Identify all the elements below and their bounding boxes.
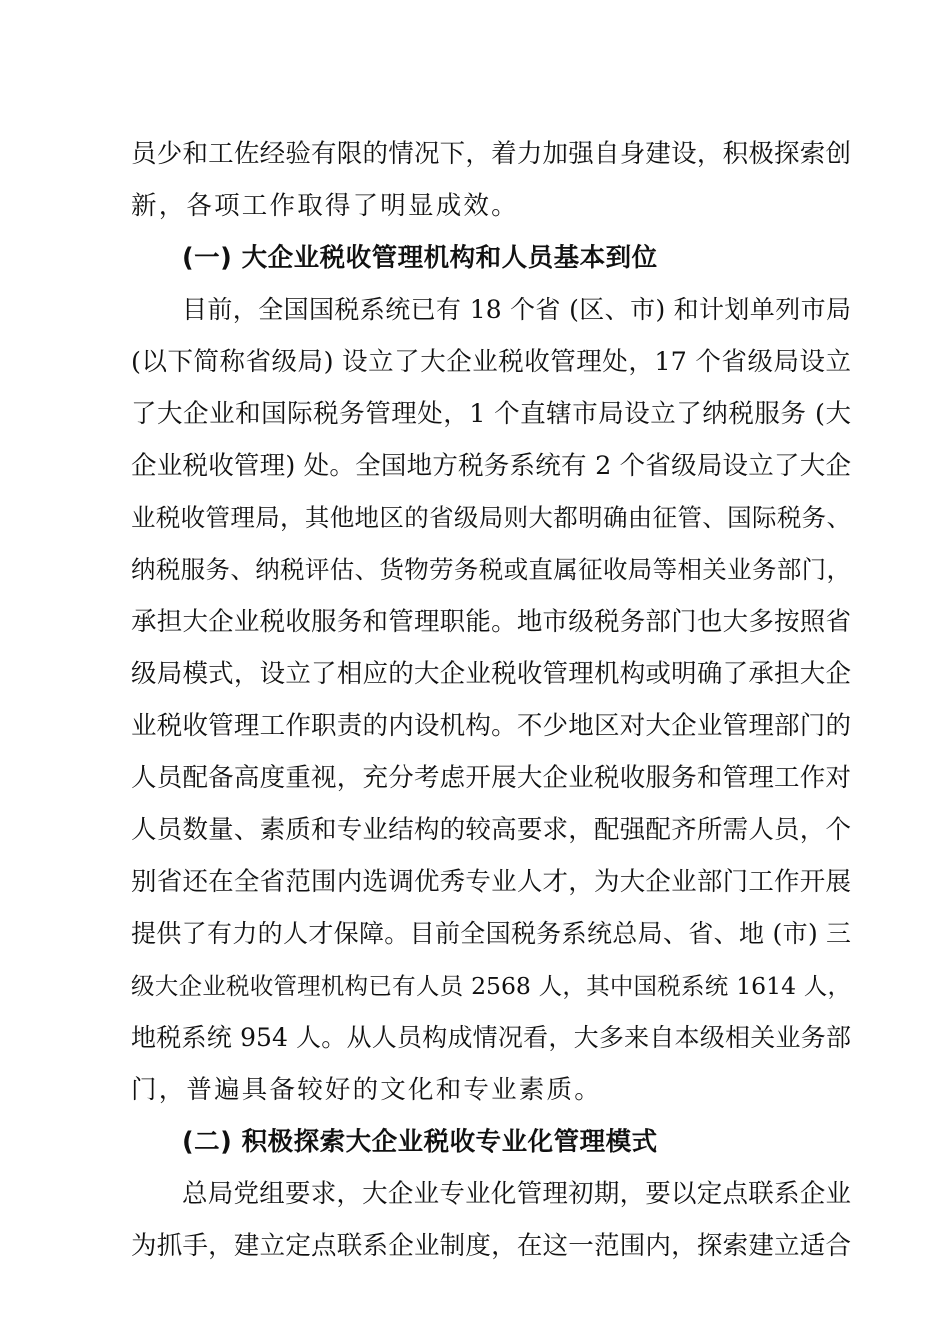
body-text-line: 门，普遍具备较好的文化和专业素质。: [131, 1075, 602, 1105]
body-text-line: (以下简称省级局) 设立了大企业税收管理处，17 个省级局设立: [131, 347, 851, 377]
body-text-line: 人员数量、素质和专业结构的较高要求，配强配齐所需人员，个: [131, 815, 851, 845]
body-text-line: 新，各项工作取得了明显成效。: [131, 191, 519, 221]
section-heading: (一) 大企业税收管理机构和人员基本到位: [182, 243, 658, 273]
body-text-line: 别省还在全省范围内选调优秀专业人才，为大企业部门工作开展: [131, 867, 851, 897]
body-text-line: 目前，全国国税系统已有 18 个省 (区、市) 和计划单列市局: [182, 295, 851, 324]
body-text-line: 级局模式，设立了相应的大企业税收管理机构或明确了承担大企: [131, 659, 851, 689]
body-text-line: 为抓手，建立定点联系企业制度，在这一范围内，探索建立适合: [131, 1231, 851, 1261]
body-text-line: 人员配备高度重视，充分考虑开展大企业税收服务和管理工作对: [131, 763, 851, 793]
section-heading: (二) 积极探索大企业税收专业化管理模式: [182, 1127, 658, 1157]
body-text-line: 纳税服务、纳税评估、货物劳务税或直属征收局等相关业务部门，: [131, 555, 851, 584]
body-text-line: 业税收管理局，其他地区的省级局则大都明确由征管、国际税务、: [131, 503, 851, 532]
body-text-line: 员少和工佐经验有限的情况下，着力加强自身建设，积极探索创: [131, 139, 851, 169]
body-text-line: 企业税收管理) 处。全国地方税务系统有 2 个省级局设立了大企: [131, 451, 851, 481]
body-text-line: 了大企业和国际税务管理处，1 个直辖市局设立了纳税服务 (大: [131, 399, 851, 429]
body-text-line: 总局党组要求，大企业专业化管理初期，要以定点联系企业: [182, 1179, 851, 1209]
body-text-line: 地税系统 954 人。从人员构成情况看，大多来自本级相关业务部: [131, 1023, 851, 1052]
body-text-line: 承担大企业税收服务和管理职能。地市级税务部门也大多按照省: [131, 607, 851, 637]
body-text-line: 业税收管理工作职责的内设机构。不少地区对大企业管理部门的: [131, 711, 851, 741]
body-text-line: 级大企业税收管理机构已有人员 2568 人，其中国税系统 1614 人，: [131, 972, 851, 1000]
body-text-line: 提供了有力的人才保障。目前全国税务系统总局、省、地 (市) 三: [131, 919, 851, 948]
